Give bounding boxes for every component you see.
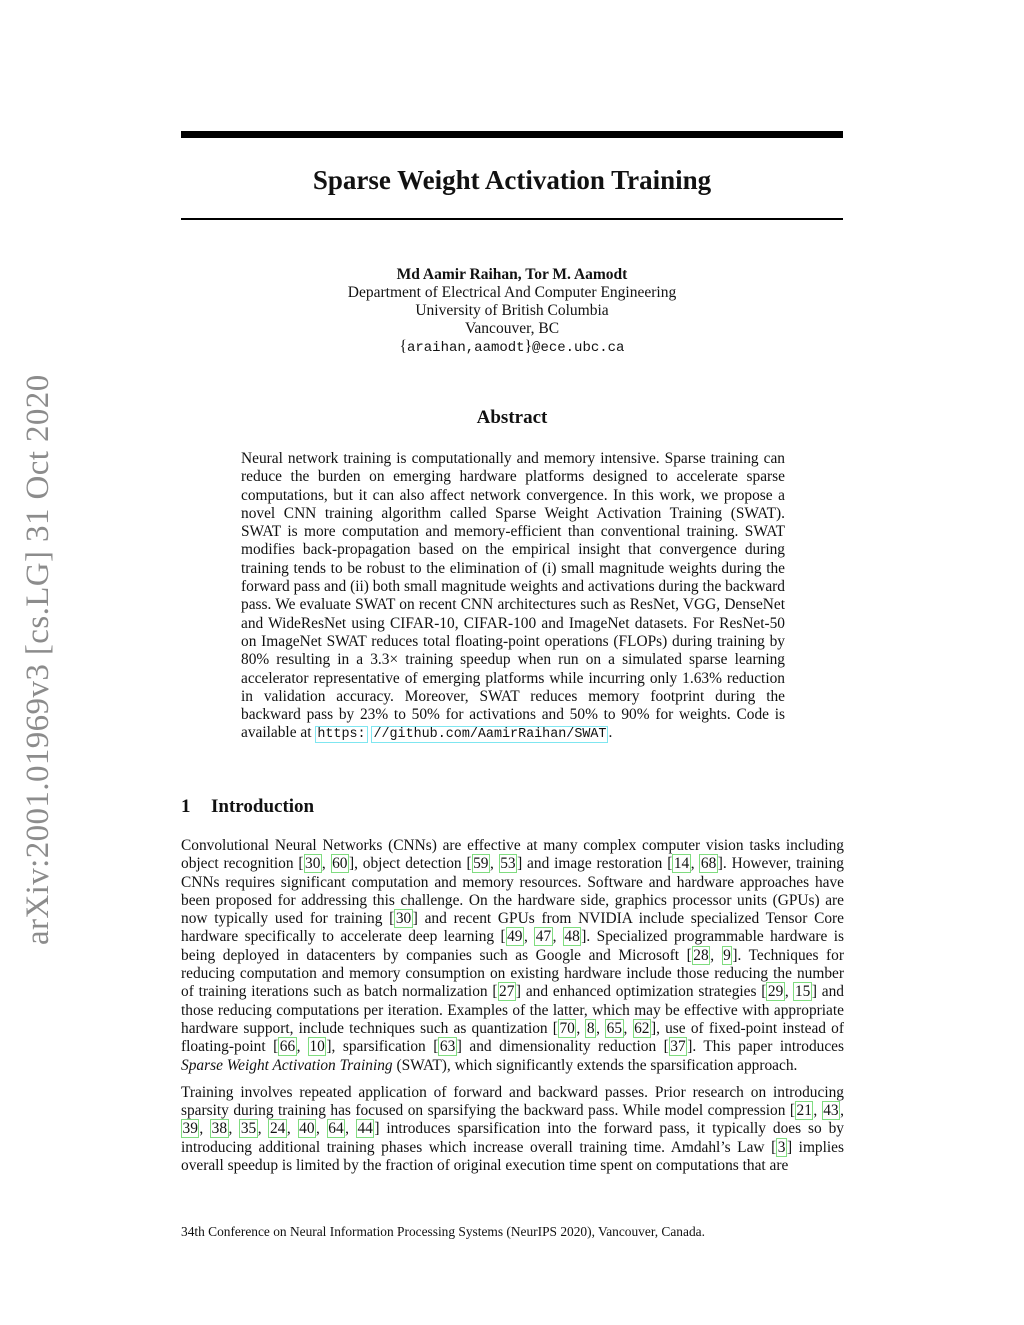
section-title: Introduction <box>211 796 315 817</box>
text-run: , <box>813 1102 822 1120</box>
text-run: , <box>552 928 563 946</box>
citation-link[interactable]: 30 <box>395 910 412 928</box>
text-run: ] and those reducing computations per iteration. Examples of the latter, which may be effective with appropriate hardware support, include techniques such as quantization [ <box>181 983 845 1037</box>
citation-link[interactable]: 35 <box>240 1120 257 1138</box>
citation-link[interactable]: 14 <box>673 855 690 873</box>
email-domain: @ece.ubc.ca <box>532 340 625 356</box>
code-link-part-2[interactable]: //github.com/AamirRaihan/SWAT <box>373 727 607 743</box>
section-number: 1 <box>181 796 191 817</box>
author-university: University of British Columbia <box>415 302 609 319</box>
section-heading-introduction <box>181 795 314 819</box>
introduction-body <box>181 837 844 1184</box>
citation-link[interactable]: 28 <box>693 946 709 964</box>
citation-link[interactable]: 66 <box>279 1038 296 1056</box>
author-block <box>181 266 843 357</box>
author-email <box>181 338 843 357</box>
conference-footnote: 34th Conference on Neural Information Processing Systems (NeurIPS 2020), Vancouver, Canada. <box>181 1224 705 1239</box>
text-run: , <box>524 928 535 946</box>
text-run: , <box>316 1120 327 1138</box>
citation-link[interactable]: 27 <box>499 983 515 1001</box>
author-location: Vancouver, BC <box>464 320 560 337</box>
arxiv-identifier: arXiv:2001.01969v3 [cs.LG] 31 Oct 2020 <box>20 374 56 945</box>
citation-link[interactable]: 53 <box>500 855 516 873</box>
citation-link[interactable]: 70 <box>559 1019 575 1037</box>
text-run: , <box>296 1038 308 1056</box>
text-run: ]. Techniques for reducing computation and memory consumption on existing hardware include those reducing the number of training iterations such as batch normalization [ <box>181 946 844 1001</box>
intro-paragraph-2 <box>181 1084 844 1175</box>
title-top-rule <box>181 131 843 138</box>
citation-link[interactable]: 15 <box>794 983 811 1001</box>
citation-link[interactable]: 30 <box>305 855 321 873</box>
abstract-heading: Abstract <box>476 407 548 428</box>
intro-paragraph-1 <box>181 837 844 1075</box>
text-run: , <box>199 1120 211 1138</box>
text-run: ] and recent GPUs from NVIDIA include specialized Tensor Core hardware specifically to accelerate deep learning [ <box>181 910 844 946</box>
citation-link[interactable]: 43 <box>823 1102 839 1120</box>
author-names: Md Aamir Raihan, Tor M. Aamodt <box>396 266 628 283</box>
citation-link[interactable]: 39 <box>182 1120 198 1138</box>
text-run: ] and image restoration [ <box>517 855 673 873</box>
citation-link[interactable]: 10 <box>309 1038 325 1056</box>
citation-link[interactable]: 68 <box>700 855 717 873</box>
text-run: ], sparsification [ <box>326 1038 439 1056</box>
citation-link[interactable]: 9 <box>723 946 731 964</box>
citation-link[interactable]: 60 <box>332 855 348 873</box>
text-run: ]. Specialized programmable hardware is being deployed in datacenters by companies such as Google and Microsoft [ <box>181 928 845 964</box>
text-run: ]. However, training CNNs requires significant computation and memory resources. Software and hardware approaches have been proposed for addressing this challenge. On the hardware side, graphics processor units (GPUs) are now typically used for training [ <box>181 855 844 928</box>
paper-title: Sparse Weight Activation Training <box>312 165 712 195</box>
text-run: , <box>286 1120 298 1138</box>
citation-link[interactable]: 59 <box>473 855 489 873</box>
text-run: ]. This paper introduces <box>687 1038 844 1056</box>
text-run: ], use of fixed-point instead of floating-point [ <box>181 1019 844 1056</box>
citation-link[interactable]: 37 <box>670 1038 686 1056</box>
citation-link[interactable]: 47 <box>535 928 552 946</box>
code-link-part-1[interactable]: https: <box>317 727 366 743</box>
citation-link[interactable]: 8 <box>586 1019 595 1037</box>
text-run: , <box>623 1019 633 1037</box>
text-run: ] implies overall speedup is limited by the fraction of original execution time spent on computations that are <box>181 1138 844 1175</box>
email-brace-open: { <box>399 338 407 355</box>
citation-link[interactable]: 40 <box>299 1120 315 1138</box>
email-brace-close: } <box>524 338 533 355</box>
text-run: , <box>596 1019 606 1037</box>
citation-link[interactable]: 48 <box>564 928 580 946</box>
citation-link[interactable]: 21 <box>796 1102 812 1120</box>
title-bottom-rule <box>181 218 843 220</box>
citation-link[interactable]: 24 <box>269 1120 286 1138</box>
text-run: ] and dimensionality reduction [ <box>456 1038 669 1056</box>
citation-link[interactable]: 3 <box>777 1138 786 1156</box>
text-run: , <box>228 1120 240 1138</box>
citation-link[interactable]: 29 <box>767 983 784 1001</box>
author-department: Department of Electrical And Computer Engineering <box>347 284 677 301</box>
abstract-text-end: . <box>608 724 613 742</box>
emphasized-method-name: Sparse Weight Activation Training <box>181 1056 393 1074</box>
text-run: Convolutional Neural Networks (CNNs) are effective at many complex computer vision tasks including object recognition [ <box>181 837 844 873</box>
text-run: , <box>710 946 722 964</box>
citation-link[interactable]: 63 <box>439 1038 456 1056</box>
citation-link[interactable]: 65 <box>606 1019 623 1037</box>
citation-link[interactable]: 49 <box>507 928 523 946</box>
text-run: , <box>576 1019 586 1037</box>
text-run: , <box>690 855 700 873</box>
text-run: ], object detection [ <box>348 855 472 873</box>
text-run: , <box>257 1120 269 1138</box>
text-run: , <box>840 1102 844 1120</box>
citation-link[interactable]: 64 <box>328 1120 344 1138</box>
citation-link[interactable]: 62 <box>634 1019 650 1037</box>
text-run: ] and enhanced optimization strategies [ <box>515 983 767 1001</box>
abstract-text: Neural network training is computationally and memory intensive. Sparse training can reduce the burden on emerging hardware platforms designed to accelerate sparse computations, but it can also affect network convergence. In this work, we propose a novel CNN training algorithm called Sparse Weight Activation Training (SWAT). SWAT is more computation and memory-efficient than conventional training. SWAT modifies back-propagation based on the empirical insight that convergence during training tends to be robust to the elimination of (i) small magnitude weights during the forward pass and (ii) both small magnitude weights and activations during the backward pass. We evaluate SWAT on recent CNN architectures such as ResNet, VGG, DenseNet and WideResNet using CIFAR-10, CIFAR-100 and ImageNet datasets. For ResNet-50 on ImageNet SWAT reduces total floating-point operations (FLOPs) during training by 80% resulting in a 3.3× training speedup when run on a simulated sparse learning accelerator representative of emerging platforms while incurring only 1.63% reduction in validation accuracy. Moreover, SWAT reduces memory footprint during the backward pass by 23% to 50% for activations and 50% to 90% for weights. Code is available at <box>241 450 785 742</box>
text-run: , <box>321 855 331 873</box>
abstract-body <box>241 450 785 745</box>
citation-link[interactable]: 38 <box>211 1120 228 1138</box>
text-run: , <box>490 855 499 873</box>
text-run: Training involves repeated application of forward and backward passes. Prior research on introducing sparsity during training has focused on sparsifying the backward pass. While model compression [ <box>181 1083 844 1120</box>
text-run: , <box>784 983 794 1001</box>
citation-link[interactable]: 44 <box>357 1120 373 1138</box>
email-users: araihan,aamodt <box>406 340 525 356</box>
text-run: ] introduces sparsification into the forward pass, it typically does so by introducing additional training phases which increase overall training time. Amdahl’s Law [ <box>181 1120 844 1156</box>
text-run: , <box>345 1120 356 1138</box>
text-run: (SWAT), which significantly extends the sparsification approach. <box>392 1056 798 1074</box>
